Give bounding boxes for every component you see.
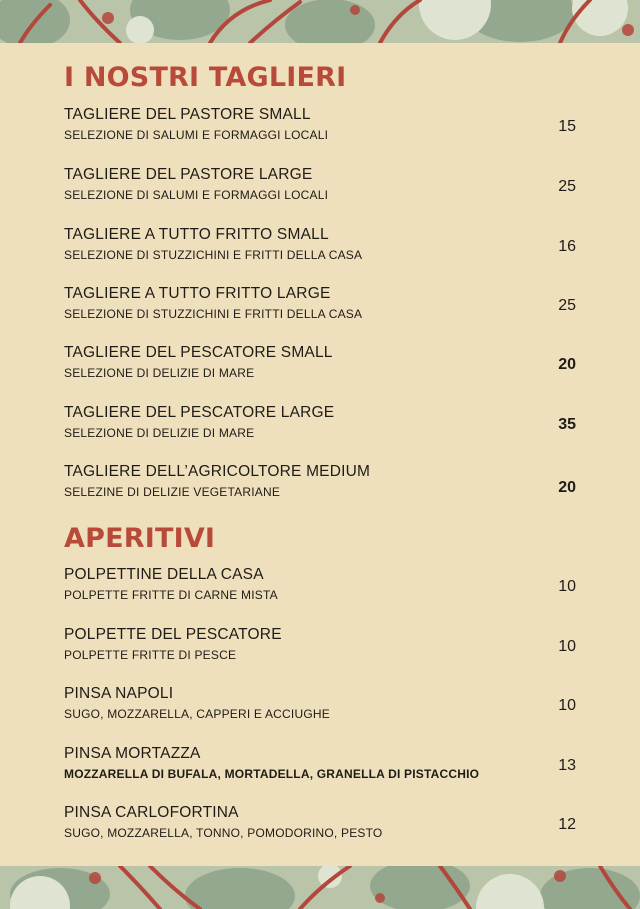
item-price: 20: [558, 479, 576, 496]
item-name: POLPETTE DEL PESCATORE: [64, 626, 282, 643]
item-description: SELEZIONE DI STUZZICHINI E FRITTI DELLA CASA: [64, 248, 363, 262]
menu-item: [64, 226, 576, 272]
item-description: SELEZIONE DI DELIZIE DI MARE: [64, 366, 255, 380]
menu-item: [64, 344, 576, 390]
item-price: 12: [558, 816, 576, 833]
item-name: TAGLIERE DEL PASTORE LARGE: [64, 166, 313, 183]
item-name: TAGLIERE DEL PASTORE SMALL: [64, 106, 311, 123]
item-name: PINSA CARLOFORTINA: [64, 804, 239, 821]
menu-item: [64, 685, 576, 731]
item-name: TAGLIERE A TUTTO FRITTO SMALL: [64, 226, 329, 243]
top-floral-banner: [0, 0, 640, 43]
item-description: SUGO, MOZZARELLA, TONNO, POMODORINO, PESTO: [64, 826, 383, 840]
item-description: SELEZINE DI DELIZIE VEGETARIANE: [64, 485, 281, 499]
item-price: 10: [558, 638, 576, 655]
item-description: POLPETTE FRITTE DI PESCE: [64, 648, 237, 662]
item-name: TAGLIERE DEL PESCATORE SMALL: [64, 344, 333, 361]
item-price: 10: [558, 697, 576, 714]
item-description: POLPETTE FRITTE DI CARNE MISTA: [64, 588, 278, 602]
item-price: 15: [558, 118, 576, 135]
menu-item: [64, 626, 576, 672]
menu-item: [64, 285, 576, 331]
item-price: 13: [558, 757, 576, 774]
item-name: PINSA NAPOLI: [64, 685, 174, 702]
item-price: 35: [558, 416, 576, 433]
menu-item: [64, 566, 576, 612]
item-price: 16: [558, 238, 576, 255]
item-description: SUGO, MOZZARELLA, CAPPERI E ACCIUGHE: [64, 707, 330, 721]
bottom-floral-banner: [0, 866, 640, 909]
section-title-aperitivi: APERITIVI: [64, 523, 216, 554]
item-price: 10: [558, 578, 576, 595]
item-name: POLPETTINE DELLA CASA: [64, 566, 264, 583]
item-name: PINSA MORTAZZA: [64, 745, 201, 762]
section-title-taglieri: I NOSTRI TAGLIERI: [64, 62, 347, 93]
item-description: SELEZIONE DI SALUMI E FORMAGGI LOCALI: [64, 188, 329, 202]
item-description: SELEZIONE DI STUZZICHINI E FRITTI DELLA CASA: [64, 307, 363, 321]
menu-item: [64, 463, 576, 509]
menu-item: [64, 745, 576, 791]
item-name: TAGLIERE DELL’AGRICOLTORE MEDIUM: [64, 463, 371, 480]
item-price: 25: [558, 297, 576, 314]
item-description: SELEZIONE DI SALUMI E FORMAGGI LOCALI: [64, 128, 329, 142]
item-price: 25: [558, 178, 576, 195]
item-price: 20: [558, 356, 576, 373]
menu-item: [64, 106, 576, 152]
menu-item: [64, 166, 576, 212]
item-name: TAGLIERE DEL PESCATORE LARGE: [64, 404, 335, 421]
item-description: MOZZARELLA DI BUFALA, MORTADELLA, GRANELLA DI PISTACCHIO: [64, 767, 480, 781]
item-description: SELEZIONE DI DELIZIE DI MARE: [64, 426, 255, 440]
menu-item: [64, 404, 576, 450]
item-name: TAGLIERE A TUTTO FRITTO LARGE: [64, 285, 331, 302]
menu-item: [64, 804, 576, 850]
